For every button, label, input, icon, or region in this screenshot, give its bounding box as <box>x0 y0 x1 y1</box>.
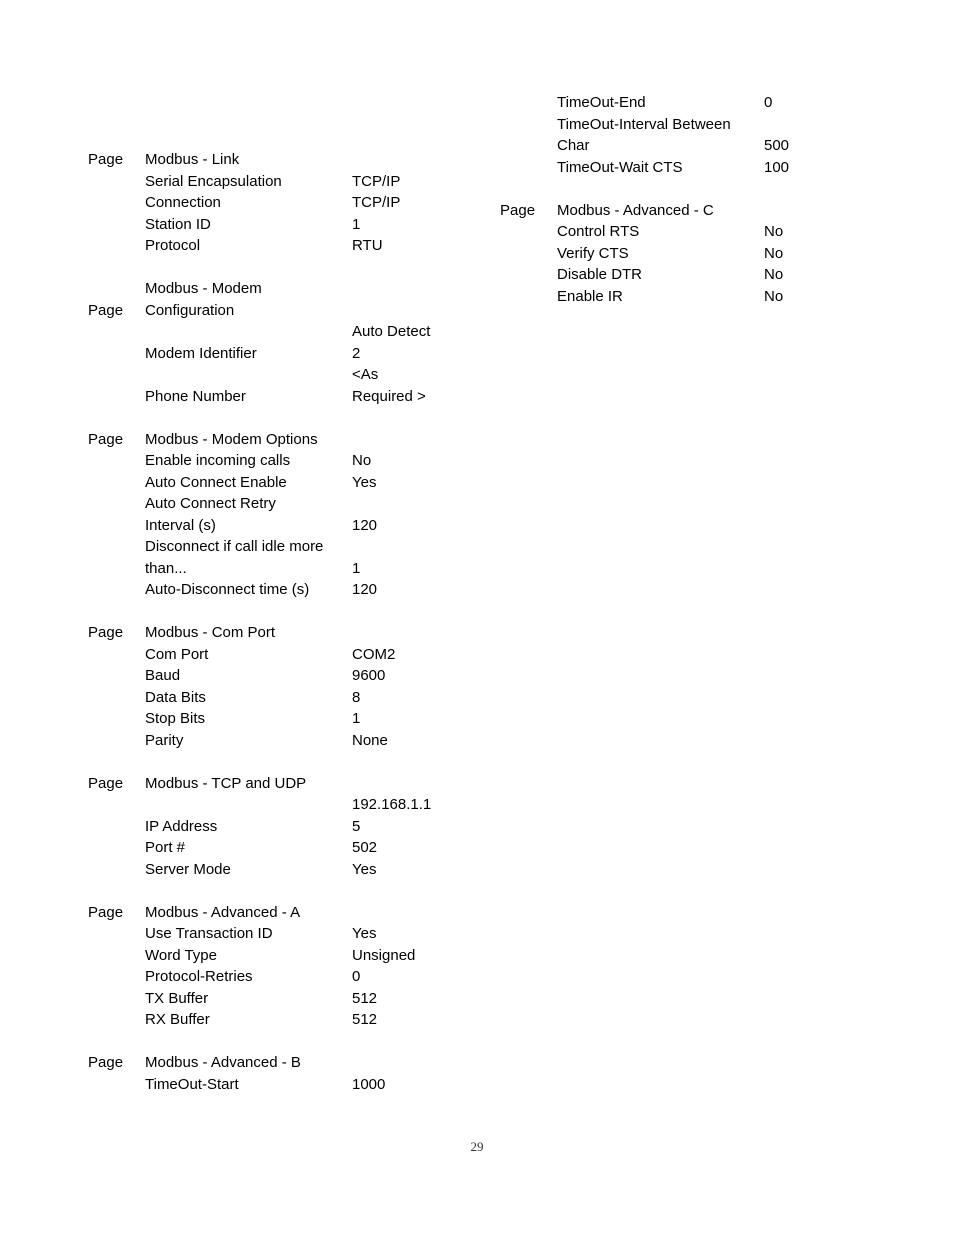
setting-label: TimeOut-Start <box>145 1075 239 1093</box>
setting-label: TimeOut-End <box>557 94 646 111</box>
setting-value: 0 <box>764 94 773 111</box>
setting-value: 1 <box>352 215 361 233</box>
setting-label: TimeOut-Wait CTS <box>557 158 683 176</box>
setting-label: Protocol <box>145 237 201 254</box>
setting-value: Yes <box>352 473 377 491</box>
setting-value: 0 <box>352 968 361 985</box>
setting-value: TCP/IP <box>352 194 401 211</box>
setting-value: 500 <box>764 137 790 154</box>
section-title: Modbus - TCP and UDP <box>145 774 307 792</box>
setting-value: 502 <box>352 839 378 856</box>
setting-value: No <box>764 223 784 240</box>
page-label: Page <box>500 201 536 219</box>
setting-value: No <box>764 287 784 305</box>
setting-value: 120 <box>352 581 378 598</box>
page-label: Page <box>88 430 124 448</box>
setting-value: 5 <box>352 817 361 835</box>
section-title: Modbus - Com Port <box>145 624 276 641</box>
setting-value: Auto Detect <box>352 323 431 340</box>
setting-value: COM2 <box>352 645 396 663</box>
setting-label: than... <box>145 559 187 577</box>
setting-value: 192.168.1.1 <box>352 796 432 813</box>
setting-value: 8 <box>352 688 361 706</box>
setting-label: Verify CTS <box>557 244 629 262</box>
section-title: Modbus - Advanced - A <box>145 903 301 921</box>
setting-label: IP Address <box>145 817 218 835</box>
setting-label: Port # <box>145 839 186 856</box>
page-label: Page <box>88 774 124 792</box>
setting-value: No <box>352 452 372 469</box>
section-title: Modbus - Modem Options <box>145 430 318 448</box>
setting-label: Auto-Disconnect time (s) <box>145 581 310 598</box>
page-label: Page <box>88 301 124 319</box>
setting-label: Baud <box>145 667 181 684</box>
setting-label: Char <box>557 137 590 154</box>
page-label: Page <box>88 624 124 641</box>
setting-label: Disconnect if call idle more <box>145 538 324 555</box>
setting-value: 1 <box>352 559 361 577</box>
setting-value: RTU <box>352 237 383 254</box>
setting-value: Required > <box>352 387 426 405</box>
setting-label: Connection <box>145 194 221 211</box>
setting-value: 1 <box>352 710 361 727</box>
section-title: Configuration <box>145 301 235 319</box>
section-title: Modbus - Advanced - B <box>145 1054 301 1071</box>
setting-label: Disable DTR <box>557 266 643 283</box>
page-label: Page <box>88 903 124 921</box>
setting-value: None <box>352 731 388 749</box>
page-label: Page <box>88 1054 124 1071</box>
setting-value: 512 <box>352 1011 378 1028</box>
setting-value: Yes <box>352 860 377 878</box>
page-label: Page <box>88 151 124 168</box>
setting-label: TX Buffer <box>145 989 209 1007</box>
setting-label: Stop Bits <box>145 710 206 727</box>
page-number: 29 <box>470 1139 484 1154</box>
setting-value: <As <box>352 366 379 383</box>
setting-value: 9600 <box>352 667 386 684</box>
setting-label: Auto Connect Enable <box>145 473 287 491</box>
setting-value: 120 <box>352 516 378 534</box>
setting-label: Com Port <box>145 645 209 663</box>
setting-label: Enable IR <box>557 287 623 305</box>
setting-value: 100 <box>764 158 790 176</box>
setting-label: Phone Number <box>145 387 246 405</box>
setting-value: TCP/IP <box>352 172 401 190</box>
setting-label: Data Bits <box>145 688 206 706</box>
section-title: Modbus - Link <box>145 151 240 168</box>
setting-label: TimeOut-Interval Between <box>557 115 731 133</box>
setting-label: RX Buffer <box>145 1011 210 1028</box>
setting-label: Parity <box>145 731 184 749</box>
setting-value: 1000 <box>352 1075 386 1093</box>
setting-label: Use Transaction ID <box>145 925 273 942</box>
setting-value: No <box>764 244 784 262</box>
setting-value: 512 <box>352 989 378 1007</box>
setting-label: Word Type <box>145 946 217 964</box>
setting-label: Protocol-Retries <box>145 968 253 985</box>
setting-label: Enable incoming calls <box>145 452 291 469</box>
setting-value: Yes <box>352 925 377 942</box>
setting-label: Server Mode <box>145 860 231 878</box>
setting-value: No <box>764 266 784 283</box>
section-title: Modbus - Advanced - C <box>557 201 714 219</box>
setting-label: Serial Encapsulation <box>145 172 282 190</box>
setting-label: Interval (s) <box>145 516 216 534</box>
setting-label: Station ID <box>145 215 211 233</box>
setting-label: Modem Identifier <box>145 344 257 362</box>
setting-value: 2 <box>352 344 361 362</box>
setting-label: Auto Connect Retry <box>145 495 276 512</box>
setting-value: Unsigned <box>352 946 416 964</box>
section-title: Modbus - Modem <box>145 280 262 297</box>
setting-label: Control RTS <box>557 223 640 240</box>
